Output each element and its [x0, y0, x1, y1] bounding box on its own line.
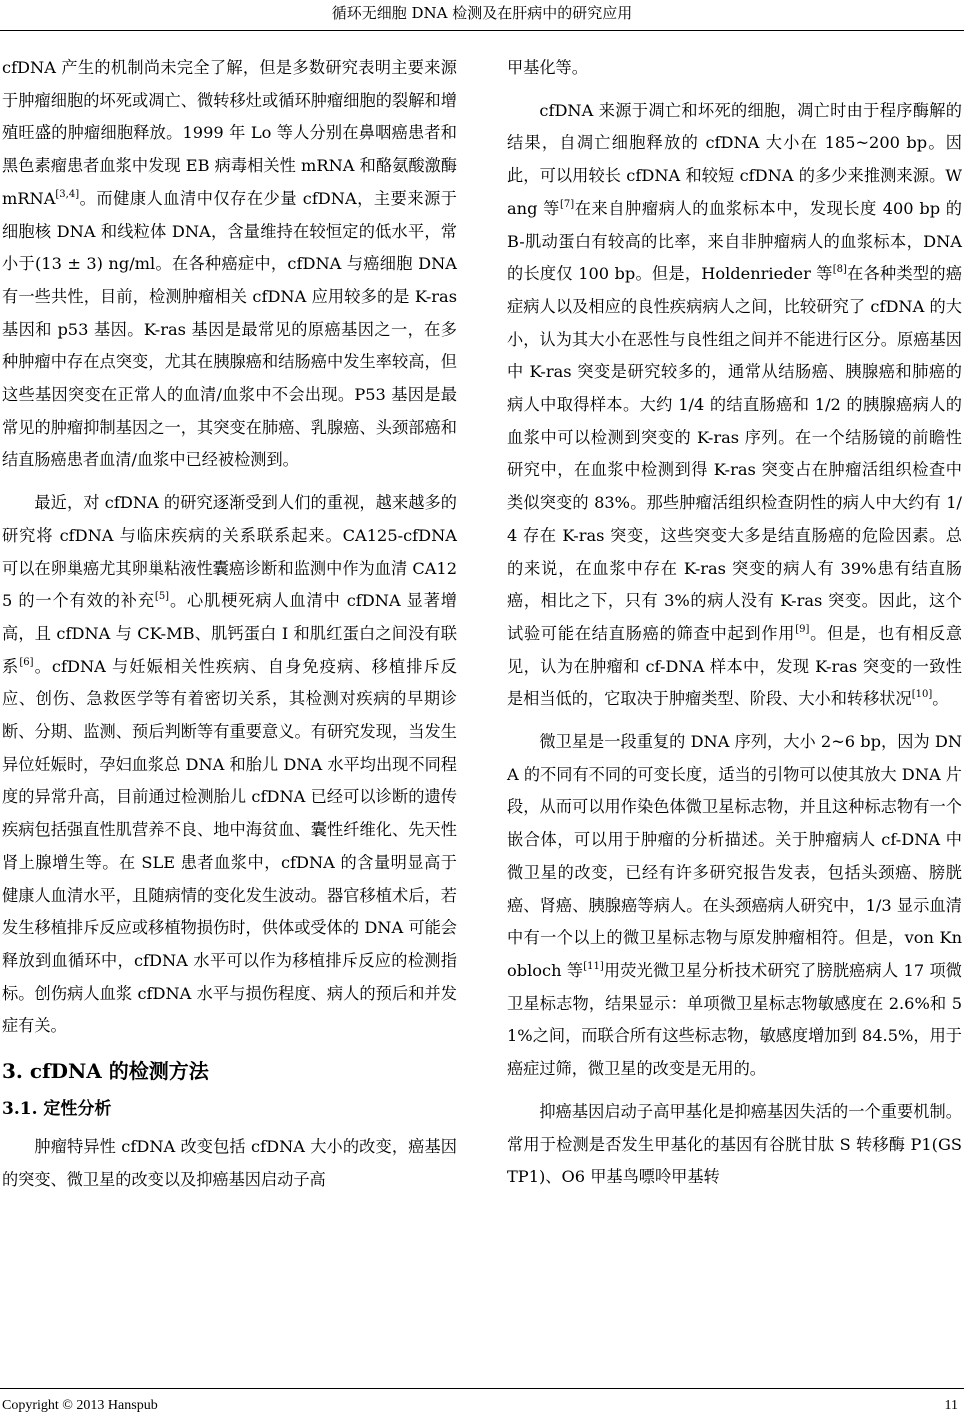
paragraph	[2, 52, 457, 477]
paragraph-text: 。但是，也有相反意见，认为在肿瘤和 cf-DNA 样本中，发现 K-ras 突变的一致性是相当低的，它取决于肿瘤类型、阶段、大小和转移状况	[507, 623, 962, 709]
paragraph-text: 在来自肿瘤病人的血浆标本中，发现长度 400 bp 的 B-肌动蛋白有较高的比率，来自非肿瘤病人的血浆标本，DNA 的长度仅 100 bp。但是，Holdenrieder 等	[507, 198, 962, 284]
right-column	[507, 52, 962, 1194]
paragraph-text: 抑癌基因启动子高甲基化是抑癌基因失活的一个重要机制。常用于检测是否发生甲基化的基因有谷胱甘肽 S 转移酶 P1(GSTP1)、O6 甲基鸟嘌呤甲基转	[507, 1101, 962, 1187]
paragraph-text: 在各种类型的癌症病人以及相应的良性疾病病人之间，比较研究了 cfDNA 的大小，认为其大小在恶性与良性组之间并不能进行区分。原癌基因中 K-ras 突变是研究较多的，通常从结肠癌、胰腺癌和肺癌的病人中取得样本。大约 1/4 的结直肠癌和 1/2 的胰腺癌病人的血浆中可以检测到突变的 K-ras 序列。在一个结肠镜的前瞻性研究中，在血浆中检测到得 K-ras 突变占在肿瘤活组织检查中类似突变的 83%。那些肿瘤活组织检查阴性的病人中大约有 1/4 存在 K-ras 突变，这些突变大多是结直肠癌的危险因素。总的来说，在血浆中存在 K-ras 突变的病人有 39%患有结直肠癌，相比之下，只有 3%的病人没有 K-ras 突变。因此，这个试验可能在结直肠癌的筛查中起到作用	[507, 264, 963, 643]
paragraph-text: 用荧光微卫星分析技术研究了膀胱癌病人 17 项微卫星标志物，结果显示：单项微卫星标志物敏感度在 2.6%和 51%之间，而联合所有这些标志物，敏感度增加到 84.5%，用于癌症过筛，微卫星的改变是无用的。	[507, 960, 962, 1079]
page-number: 11	[944, 1398, 958, 1413]
paragraph	[2, 1131, 457, 1196]
paragraph-text: 最近，对 cfDNA 的研究逐渐受到人们的重视，越来越多的研究将 cfDNA 与临床疾病的关系联系起来。CA125-cfDNA 可以在卵巢癌尤其卵巢粘液性囊癌诊断和监测中作为血清 CA125 的一个有效的补充	[2, 493, 457, 611]
citation: [9]	[795, 623, 810, 635]
section-heading: 3. cfDNA 的检测方法	[2, 1059, 209, 1084]
subsection-heading: 3.1. 定性分析	[2, 1099, 112, 1120]
paragraph	[507, 726, 962, 1086]
paragraph	[507, 95, 962, 716]
journal-article-title: 循环无细胞 DNA 检测及在肝病中的研究应用	[331, 4, 633, 22]
citation: [6]	[19, 656, 34, 668]
running-header	[0, 0, 964, 31]
paragraph-text: 甲基化等。	[507, 58, 588, 77]
paragraph-text: 。	[932, 689, 949, 709]
citation: [5]	[154, 591, 170, 603]
citation: [7]	[559, 198, 575, 210]
citation: [11]	[583, 960, 604, 972]
paragraph-text: cfDNA 产生的机制尚未完全了解，但是多数研究表明主要来源于肿瘤细胞的坏死或凋亡、微转移灶或循环肿瘤细胞的裂解和增殖旺盛的肿瘤细胞释放。1999 年 Lo 等人分别在鼻咽癌患者和黑色素瘤患者血浆中发现 EB 病毒相关性 mRNA 和酪氨酸激酶 mRNA	[2, 58, 457, 208]
paragraph-text: 。而健康人血清中仅存在少量 cfDNA，主要来源于细胞核 DNA 和线粒体 DNA，含量维持在较恒定的低水平，常小于(13 ± 3) ng/ml。在各种癌症中，cfDNA 与癌细胞 DNA 有一些共性，目前，检测肿瘤相关 cfDNA 应用较多的是 K-ras 基因和 p53 基因。K-ras 基因是最常见的原癌基因之一，在多种肿瘤中存在点突变，尤其在胰腺癌和结肠癌中发生率较高，但这些基因突变在正常人的血清/血浆中不会出现。P53 基因是最常见的肿瘤抑制基因之一，其突变在肺癌、乳腺癌、头颈部癌和结直肠癌患者血清/血浆中已经被检测到。	[2, 188, 457, 470]
page-footer	[0, 1388, 964, 1415]
paragraph	[507, 52, 962, 85]
paragraph-text: 肿瘤特异性 cfDNA 改变包括 cfDNA 大小的改变，癌基因的突变、微卫星的改变以及抑癌基因启动子高	[2, 1137, 457, 1189]
paragraph-text: cfDNA 来源于凋亡和坏死的细胞，凋亡时由于程序酶解的结果，自凋亡细胞释放的 cfDNA 大小在 185~200 bp。因此，可以用较长 cfDNA 和较短 cfDNA 的多少来推测来源。Wang 等	[507, 100, 962, 218]
paragraph-text: 。心肌梗死病人血清中 cfDNA 显著增高，且 cfDNA 与 CK-MB、肌钙蛋白 I 和肌红蛋白之间没有联系	[2, 591, 457, 676]
citation: [8]	[832, 264, 847, 276]
paragraph	[507, 1096, 962, 1194]
paragraph	[2, 487, 457, 1043]
left-column	[2, 52, 457, 1197]
copyright-notice: Copyright © 2013 Hanspub	[2, 1398, 158, 1413]
paragraph-text: 。cfDNA 与妊娠相关性疾病、自身免疫病、移植排斥反应、创伤、急救医学等有着密切关系，其检测对疾病的早期诊断、分期、监测、预后判断等有重要意义。有研究发现，当发生异位妊娠时，孕妇血浆总 DNA 和胎儿 DNA 水平均出现不同程度的异常升高，目前通过检测胎儿 cfDNA 已经可以诊断的遗传疾病包括强直性肌营养不良、地中海贫血、囊性纤维化、先天性肾上腺增生等。在 SLE 患者血浆中，cfDNA 的含量明显高于健康人血清水平，且随病情的变化发生波动。器官移植术后，若发生移植排斥反应或移植物损伤时，供体或受体的 DNA 可能会释放到血循环中，cfDNA 水平可以作为移植排斥反应的检测指标。创伤病人血浆 cfDNA 水平与损伤程度、病人的预后和并发症有关。	[2, 656, 457, 1036]
citation: [10]	[911, 689, 933, 701]
citation: [3,4]	[55, 188, 80, 200]
paragraph-text: 微卫星是一段重复的 DNA 序列，大小 2~6 bp，因为 DNA 的不同有不同的可变长度，适当的引物可以使其放大 DNA 片段，从而可以用作染色体微卫星标志物，并且这种标志物有一个嵌合体，可以用于肿瘤的分析描述。关于肿瘤病人 cf-DNA 中微卫星的改变，已经有许多研究报告发表，包括头颈癌、膀胱癌、肾癌、胰腺癌等病人。在头颈癌病人研究中，1/3 显示血清中有一个以上的微卫星标志物与原发肿瘤相符。但是，von Knobloch 等	[507, 732, 962, 980]
